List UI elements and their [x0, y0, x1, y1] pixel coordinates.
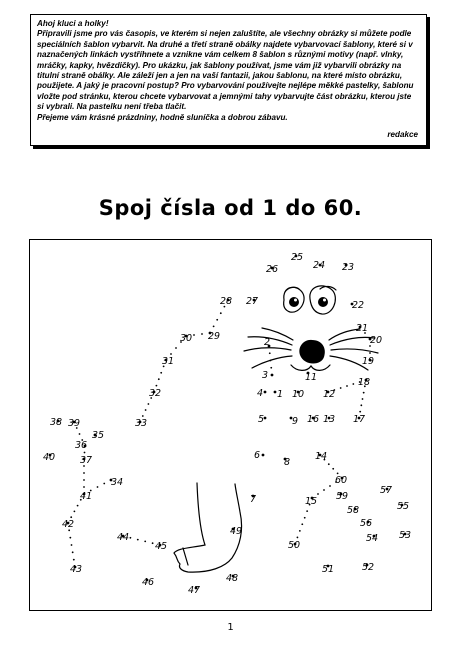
guide-dot [72, 551, 74, 553]
right-brow [320, 286, 336, 290]
dot-number-15: 15 [305, 496, 318, 507]
dot-numbers [43, 252, 411, 596]
guide-dot [216, 319, 218, 321]
dot-number-32: 32 [149, 388, 162, 399]
guide-dot [175, 347, 177, 349]
dot-6 [262, 454, 265, 457]
dot-number-58: 58 [347, 505, 360, 516]
guide-dot [84, 452, 86, 454]
dot-number-54: 54 [366, 533, 379, 544]
guide-dot [70, 516, 72, 518]
guide-dot [83, 479, 85, 481]
mouth [291, 365, 330, 370]
dot-number-39: 39 [68, 418, 81, 429]
guide-dot [103, 483, 105, 485]
guide-dot [362, 398, 364, 400]
dot-number-56: 56 [360, 518, 373, 529]
guide-dot [301, 523, 303, 525]
guide-dot [297, 537, 299, 539]
dot-number-37: 37 [80, 455, 93, 466]
intro-text: Ahoj kluci a holky! Připravili jsme pro vás časopis, ve kterém si nejen zaluštíte, ale všechny obrázky si můžete podle speciálních šablon vybarvit. Na druhé a třetí straně obálky najdete vybarvovací šablony, které si v naznačených linkách vystříhnete a vznikne vám celkem 8 šablon s různými motivy (např. vlnky, mráčky, kapky, hvězdičky). Pro ukázku, jak šablony používat, jsme vám již vybarvili obrázky na titulní straně obálky. Ale záleží jen a jen na vaší fantazii, jakou šablonu, na které místo obrázku, použijete. A jaký je pracovní postup? Pro vybarvování používejte nejlépe měkké pastelky, šablonu vložte pod stránku, kterou chcete vybarvovat a jemnými tahy vybarvujte část obrázku, kterou jste si vybrali. Na pastelku není třeba tlačit. Přejeme vám krásné prázdniny, hodně sluníčka a dobrou zábavu. [37, 19, 414, 122]
dot-number-41: 41 [80, 491, 93, 502]
dot-number-57: 57 [380, 485, 393, 496]
dot-number-19: 19 [362, 356, 375, 367]
guide-dot [142, 415, 144, 417]
guide-dot [220, 312, 222, 314]
guide-dot [329, 485, 331, 487]
guide-dot [360, 404, 362, 406]
dot-3 [271, 374, 274, 377]
dot-number-49: 49 [230, 526, 243, 537]
dot-number-10: 10 [292, 389, 305, 400]
guide-dot [69, 537, 71, 539]
dot-number-29: 29 [208, 331, 221, 342]
guide-dot [83, 486, 85, 488]
dot-number-3: 3 [262, 370, 269, 381]
dot-number-28: 28 [220, 296, 233, 307]
guide-dot [71, 544, 73, 546]
dot-number-4: 4 [257, 388, 264, 399]
dot-number-53: 53 [399, 530, 412, 541]
guide-dot [156, 385, 158, 387]
dot-number-18: 18 [358, 377, 371, 388]
dot-number-23: 23 [342, 262, 355, 273]
dot-number-52: 52 [362, 562, 375, 573]
dot-number-14: 14 [315, 451, 328, 462]
guide-dot [352, 383, 354, 385]
dot-number-43: 43 [70, 564, 83, 575]
dot-number-8: 8 [284, 457, 291, 468]
dot-number-34: 34 [111, 477, 124, 488]
guide-dot [158, 378, 160, 380]
guide-dot [137, 539, 139, 541]
guide-dot [332, 468, 334, 470]
guide-dot [160, 372, 162, 374]
dot-number-45: 45 [155, 541, 168, 552]
dot-number-25: 25 [291, 252, 304, 263]
guide-dot [213, 326, 215, 328]
guide-dot [77, 505, 79, 507]
dot-number-20: 20 [370, 335, 383, 346]
dot-number-30: 30 [180, 333, 193, 344]
guide-dot [369, 352, 371, 354]
dot-number-38: 38 [50, 417, 63, 428]
guide-dot [73, 559, 75, 561]
page-title: Spoj čísla od 1 do 60. [98, 196, 363, 220]
dot-4 [264, 391, 267, 394]
guide-dot [170, 353, 172, 355]
guide-dot [74, 511, 76, 513]
guide-dot [193, 334, 195, 336]
dot-number-42: 42 [62, 519, 75, 530]
dot-number-60: 60 [335, 475, 348, 486]
right-pupil [318, 297, 328, 307]
dot-number-13: 13 [323, 414, 336, 425]
dotted-guides [68, 306, 371, 561]
guide-dot [152, 542, 154, 544]
dot-number-35: 35 [92, 430, 105, 441]
dot-number-6: 6 [254, 450, 261, 461]
dot-number-46: 46 [142, 577, 155, 588]
dot-number-55: 55 [397, 501, 410, 512]
dot-number-24: 24 [313, 260, 326, 271]
guide-dot [79, 433, 81, 435]
nose [299, 340, 325, 364]
dot-number-7: 7 [250, 494, 257, 505]
dot-number-31: 31 [162, 356, 175, 367]
page-number: 1 [227, 622, 234, 633]
dot-number-40: 40 [43, 452, 56, 463]
guide-dot [145, 409, 147, 411]
guide-dot [299, 530, 301, 532]
guide-dot [363, 392, 365, 394]
dot-number-5: 5 [258, 414, 265, 425]
guide-dot [323, 489, 325, 491]
guide-dot [148, 403, 150, 405]
guide-dot [306, 510, 308, 512]
dot-number-12: 12 [323, 389, 336, 400]
guide-dot [328, 463, 330, 465]
dot-number-33: 33 [135, 418, 148, 429]
guide-dot [317, 493, 319, 495]
left-pupil [289, 297, 299, 307]
guide-dot [269, 352, 271, 354]
guide-dot [201, 333, 203, 335]
dot-number-48: 48 [226, 573, 239, 584]
dot-number-47: 47 [188, 585, 201, 596]
dot-number-50: 50 [288, 540, 301, 551]
guide-dot [359, 411, 361, 413]
intro-signature: redakce [387, 130, 418, 139]
guide-dot [83, 472, 85, 474]
dot-number-22: 22 [352, 300, 365, 311]
dot-number-17: 17 [353, 414, 366, 425]
guide-dot [144, 541, 146, 543]
dot-number-26: 26 [266, 264, 279, 275]
dot-number-59: 59 [336, 491, 349, 502]
dot-number-21: 21 [356, 323, 369, 334]
guide-dot [130, 537, 132, 539]
guide-dot [270, 367, 272, 369]
dot-1 [274, 391, 277, 394]
dot-number-1: 1 [277, 389, 284, 400]
dot-number-9: 9 [292, 416, 299, 427]
dot-number-16: 16 [307, 414, 320, 425]
guide-dot [304, 517, 306, 519]
dot-number-2: 2 [264, 337, 271, 348]
dot-number-36: 36 [75, 440, 88, 451]
dot-number-44: 44 [117, 532, 130, 543]
dot-number-11: 11 [305, 372, 318, 383]
guide-dot [340, 387, 342, 389]
guide-dot [270, 360, 272, 362]
guide-dot [346, 385, 348, 387]
left-brow [285, 287, 299, 292]
dot-number-27: 27 [246, 296, 259, 307]
guide-dot [97, 486, 99, 488]
dot-number-51: 51 [322, 564, 335, 575]
